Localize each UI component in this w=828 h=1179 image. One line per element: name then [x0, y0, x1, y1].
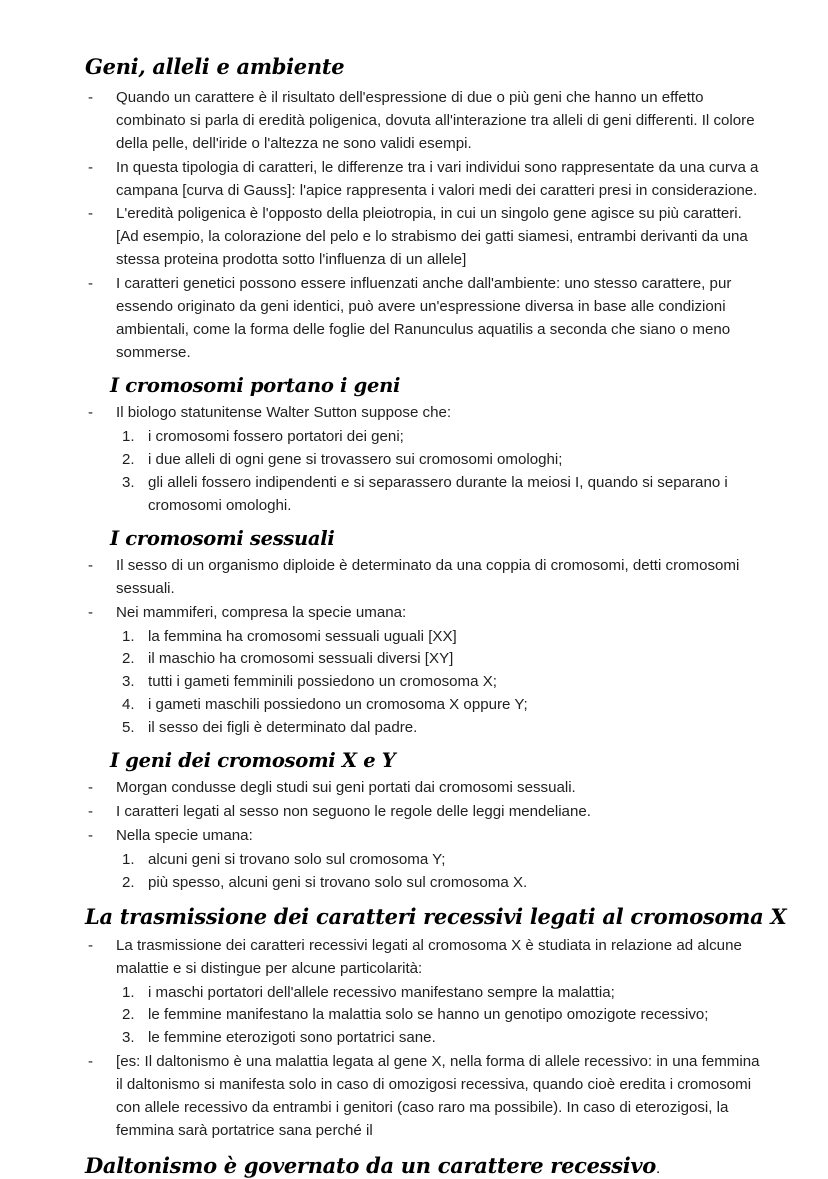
bullet-text: Nei mammiferi, compresa la specie umana: [116, 603, 407, 621]
bullet-list [85, 1051, 760, 1143]
dash-marker-icon: - [88, 936, 94, 954]
bullet-text: L'eredità poligenica è l'opposto della pleiotropia, in cui un singolo gene agisce su più caratteri. [Ad esempio, la colorazione del pelo e lo strabismo dei gatti siamesi, entrambi derivanti da una stessa proteina prodotta sotto l'influenza di un allele] [116, 205, 748, 269]
bullet-list [85, 87, 760, 365]
bullet-item [85, 203, 760, 272]
dash-marker-icon: - [88, 556, 94, 574]
bullet-text: Il sesso di un organismo diploide è determinato da una coppia di cromosomi, detti cromosomi sessuali. [116, 556, 740, 597]
dash-marker-icon: - [88, 158, 94, 176]
section-i-geni-dei-cromosomi-x-e-y [85, 749, 760, 895]
number-marker: 4. [122, 696, 135, 714]
numbered-text: le femmine eterozigoti sono portatrici sane. [148, 1029, 436, 1047]
closing-heading-text: Daltonismo è governato da un carattere recessivo [85, 1153, 657, 1179]
bullet-text: Morgan condusse degli studi sui geni portati dai cromosomi sessuali. [116, 779, 576, 797]
bullet-item [85, 1051, 760, 1143]
section-la-trasmissione-caratteri-recessivi [85, 903, 787, 1143]
bullet-text: Il biologo statunitense Walter Sutton suppose che: [116, 404, 452, 422]
closing-heading [85, 1154, 760, 1179]
numbered-text: i cromosomi fossero portatori dei geni; [148, 427, 404, 445]
bullet-text: Quando un carattere è il risultato dell'espressione di due o più geni che hanno un effetto combinato si parla di eredità poligenica, dovuta all'interazione tra alleli di geni differenti. Il colore della pelle, dell'iride o l'altezza ne sono validi esempi. [116, 88, 755, 152]
dash-marker-icon: - [88, 779, 94, 797]
number-marker: 5. [122, 719, 135, 737]
bullet-item [85, 801, 760, 824]
dash-marker-icon: - [88, 88, 94, 106]
bullet-item [85, 157, 760, 203]
numbered-list [85, 849, 760, 895]
numbered-text: più spesso, alcuni geni si trovano solo sul cromosoma X. [148, 873, 528, 891]
number-marker: 1. [122, 627, 135, 645]
bullet-list [85, 777, 760, 848]
bullet-item [85, 402, 760, 425]
bullet-list [85, 402, 760, 425]
section-heading: La trasmissione dei caratteri recessivi legati al cromosoma X [85, 903, 787, 929]
number-marker: 2. [122, 1006, 135, 1024]
bullet-item [85, 825, 760, 848]
numbered-text: tutti i gameti femminili possiedono un cromosoma X; [148, 673, 497, 691]
numbered-list [85, 626, 760, 741]
numbered-text: alcuni geni si trovano solo sul cromosoma Y; [148, 851, 446, 869]
numbered-item [85, 1027, 760, 1050]
number-marker: 2. [122, 450, 135, 468]
numbered-list [85, 426, 760, 518]
bullet-list [85, 935, 760, 981]
dash-marker-icon: - [88, 1053, 94, 1071]
bullet-item [85, 602, 760, 625]
number-marker: 3. [122, 1029, 135, 1047]
number-marker: 1. [122, 851, 135, 869]
numbered-item [85, 849, 760, 872]
numbered-text: le femmine manifestano la malattia solo se hanno un genotipo omozigote recessivo; [148, 1006, 709, 1024]
bullet-item [85, 87, 760, 156]
number-marker: 3. [122, 473, 135, 491]
number-marker: 2. [122, 650, 135, 668]
number-marker: 3. [122, 673, 135, 691]
section-heading: I cromosomi portano i geni [110, 374, 401, 398]
section-i-cromosomi-portano-i-geni [85, 374, 760, 518]
dash-marker-icon: - [88, 404, 94, 422]
numbered-item [85, 872, 760, 895]
numbered-text: il sesso dei figli è determinato dal padre. [148, 719, 418, 737]
bullet-text: In questa tipologia di caratteri, le differenze tra i vari individui sono rappresentate da una curva a campana [curva di Gauss]: l'apice rappresenta i valori medi dei caratteri presi in considerazione. [116, 158, 759, 199]
numbered-item [85, 626, 760, 649]
bullet-text: I caratteri genetici possono essere influenzati anche dall'ambiente: uno stesso carattere, pur essendo originato da geni identici, può avere un'espressione diversa in base alle condizioni ambientali, come la forma delle foglie del Ranunculus aquatilis a seconda che siano o meno sommerse. [116, 275, 732, 362]
number-marker: 1. [122, 427, 135, 445]
section-heading: I geni dei cromosomi X e Y [110, 749, 396, 773]
bullet-text: [es: Il daltonismo è una malattia legata al gene X, nella forma di allele recessivo: in una femmina il daltonismo si manifesta solo in caso di omozigosi recessiva, quando cioè eredita i cromosomi con allele recessivo da entrambi i genitori (caso raro ma possibile). In caso di eterozigosi, la femmina sarà portatrice sana perché il [116, 1053, 760, 1140]
numbered-text: il maschio ha cromosomi sessuali diversi [XY] [148, 650, 454, 668]
numbered-item [85, 1004, 760, 1027]
numbered-item [85, 648, 760, 671]
bullet-list [85, 555, 760, 625]
numbered-item [85, 694, 760, 717]
section-i-cromosomi-sessuali [85, 527, 760, 741]
section-geni-alleli-ambiente [85, 55, 760, 365]
numbered-item [85, 449, 760, 472]
numbered-text: i gameti maschili possiedono un cromosoma X oppure Y; [148, 696, 528, 714]
bullet-text: La trasmissione dei caratteri recessivi legati al cromosoma X è studiata in relazione ad alcune malattie e si distingue per alcune particolarità: [116, 936, 742, 977]
bullet-item [85, 555, 760, 601]
numbered-item [85, 671, 760, 694]
section-heading: I cromosomi sessuali [110, 526, 335, 550]
dash-marker-icon: - [88, 275, 94, 293]
dash-marker-icon: - [88, 827, 94, 845]
numbered-text: i due alleli di ogni gene si trovassero sui cromosomi omologhi; [148, 450, 563, 468]
numbered-text: la femmina ha cromosomi sessuali uguali [XX] [148, 627, 457, 645]
numbered-text: i maschi portatori dell'allele recessivo manifestano sempre la malattia; [148, 983, 615, 1001]
number-marker: 2. [122, 873, 135, 891]
numbered-list [85, 982, 760, 1051]
numbered-item [85, 982, 760, 1005]
closing-heading-period: . [656, 1160, 660, 1178]
numbered-item [85, 472, 760, 518]
document-body [85, 54, 787, 1179]
dash-marker-icon: - [88, 603, 94, 621]
numbered-item [85, 426, 760, 449]
number-marker: 1. [122, 983, 135, 1001]
bullet-text: I caratteri legati al sesso non seguono le regole delle leggi mendeliane. [116, 803, 591, 821]
dash-marker-icon: - [88, 803, 94, 821]
bullet-item [85, 935, 760, 981]
section-heading: Geni, alleli e ambiente [85, 54, 345, 79]
numbered-item [85, 717, 760, 740]
bullet-item [85, 777, 760, 800]
bullet-text: Nella specie umana: [116, 827, 253, 845]
dash-marker-icon: - [88, 205, 94, 223]
numbered-text: gli alleli fossero indipendenti e si separassero durante la meiosi I, quando si separano i cromosomi omologhi. [148, 473, 728, 514]
bullet-item [85, 273, 760, 365]
